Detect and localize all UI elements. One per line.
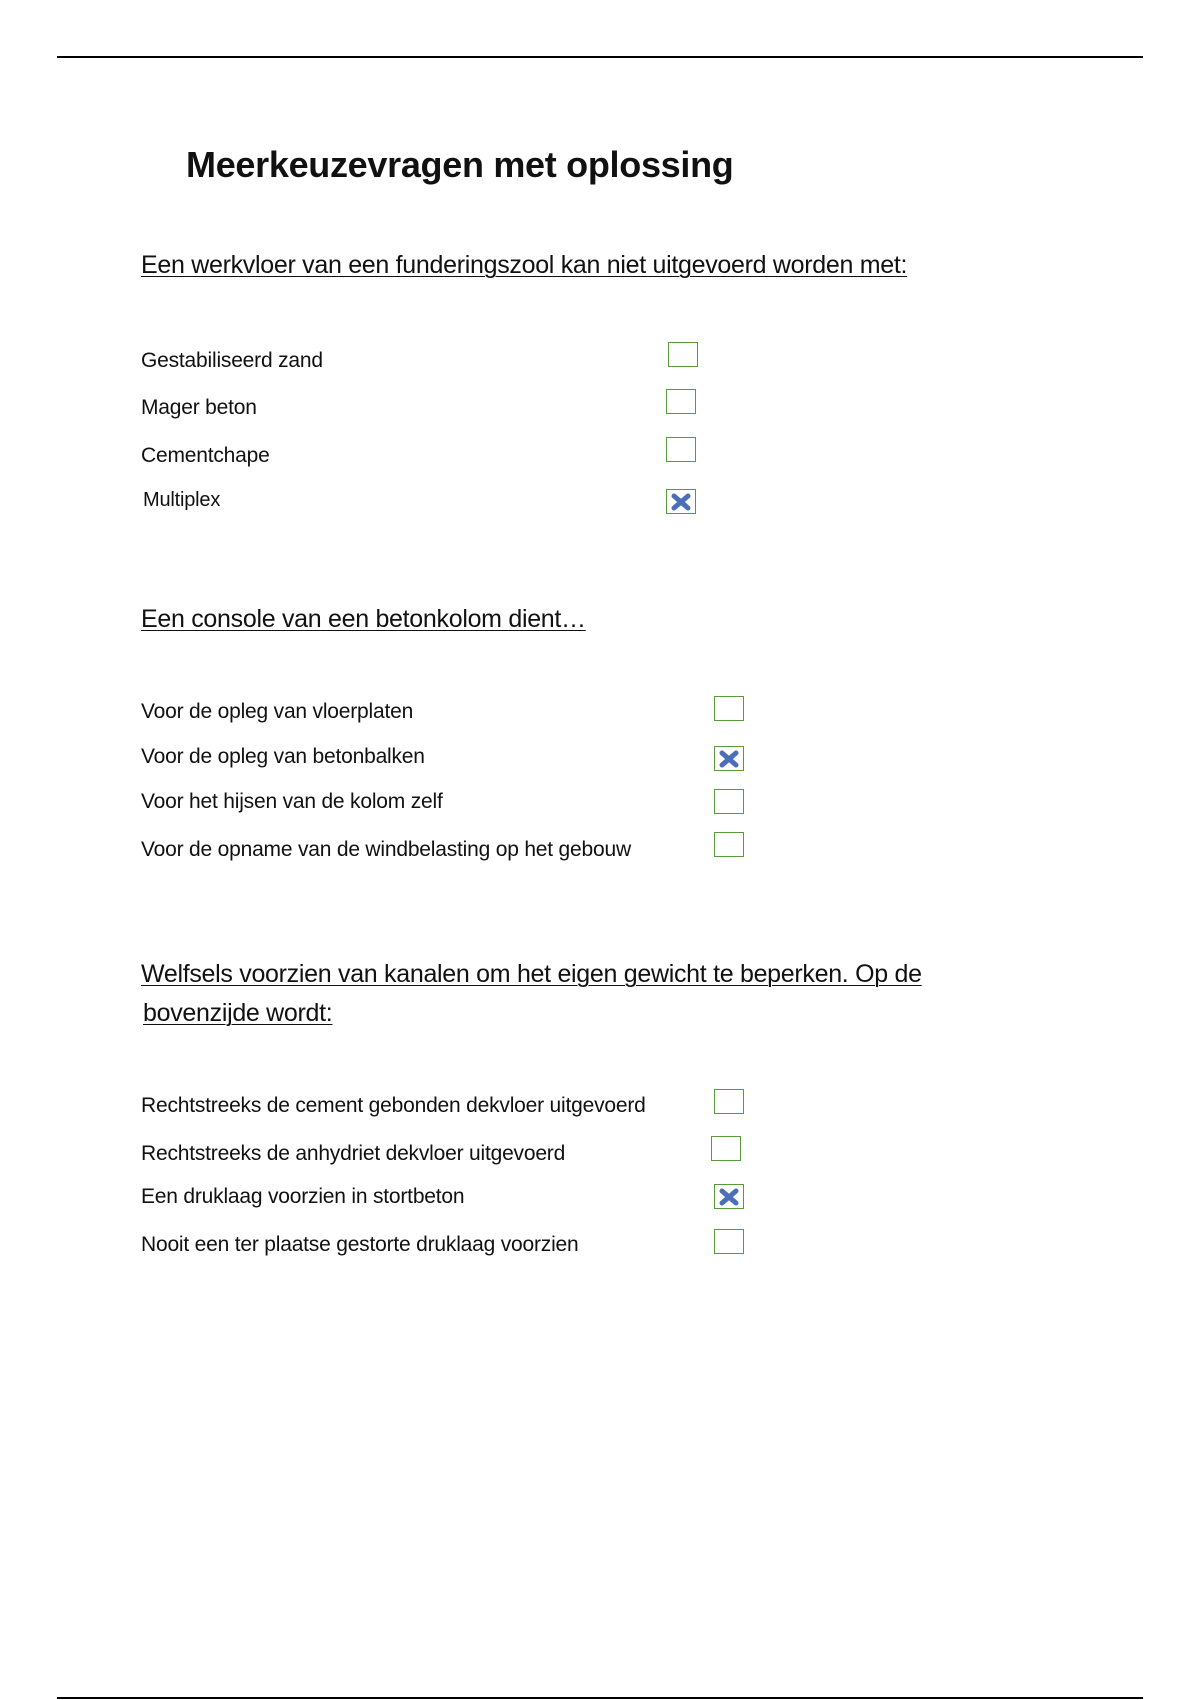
question-2-option-2-checkbox[interactable] bbox=[714, 746, 744, 771]
check-mark-icon bbox=[670, 493, 692, 511]
question-1-option-2-checkbox[interactable] bbox=[666, 389, 696, 414]
question-3-option-3-label: Een druklaag voorzien in stortbeton bbox=[141, 1185, 465, 1208]
question-3-prompt-line-1: Welfsels voorzien van kanalen om het eigen gewicht te beperken. Op de bbox=[141, 960, 922, 988]
question-1-option-1-label: Gestabiliseerd zand bbox=[141, 349, 323, 372]
question-3-prompt bbox=[141, 955, 922, 1033]
question-2-option-1-checkbox[interactable] bbox=[714, 696, 744, 721]
question-3-option-4-checkbox[interactable] bbox=[714, 1229, 744, 1254]
question-2-option-4-checkbox[interactable] bbox=[714, 832, 744, 857]
question-3-option-1-label: Rechtstreeks de cement gebonden dekvloer uitgevoerd bbox=[141, 1094, 646, 1117]
question-1-option-4-checkbox[interactable] bbox=[666, 489, 696, 514]
question-3-option-3-checkbox[interactable] bbox=[714, 1184, 744, 1209]
question-2-option-3-checkbox[interactable] bbox=[714, 789, 744, 814]
question-1-option-2-label: Mager beton bbox=[141, 396, 257, 419]
page-title: Meerkeuzevragen met oplossing bbox=[186, 144, 734, 185]
question-1-prompt bbox=[141, 246, 907, 285]
check-mark-icon bbox=[718, 1188, 740, 1206]
header-rule bbox=[57, 56, 1143, 58]
question-1-option-3-checkbox[interactable] bbox=[666, 437, 696, 462]
question-2-prompt-line: Een console van een betonkolom dient… bbox=[141, 605, 586, 633]
question-3-option-2-label: Rechtstreeks de anhydriet dekvloer uitgevoerd bbox=[141, 1142, 566, 1165]
question-2-option-4-label: Voor de opname van de windbelasting op het gebouw bbox=[141, 838, 631, 861]
check-mark-icon bbox=[718, 750, 740, 768]
question-3-option-4-label: Nooit een ter plaatse gestorte druklaag voorzien bbox=[141, 1233, 579, 1256]
question-1-option-1-checkbox[interactable] bbox=[668, 342, 698, 367]
question-1-option-3-label: Cementchape bbox=[141, 444, 270, 467]
question-2-option-2-label: Voor de opleg van betonbalken bbox=[141, 745, 425, 768]
question-3-option-1-checkbox[interactable] bbox=[714, 1089, 744, 1114]
question-2-option-1-label: Voor de opleg van vloerplaten bbox=[141, 700, 414, 723]
question-2-prompt bbox=[141, 600, 586, 639]
question-2-option-3-label: Voor het hijsen van de kolom zelf bbox=[141, 790, 443, 813]
question-1-option-4-label: Multiplex bbox=[143, 489, 221, 511]
question-3-prompt-line-2: bovenzijde wordt: bbox=[143, 999, 333, 1027]
question-3-option-2-checkbox[interactable] bbox=[711, 1136, 741, 1161]
footer-rule bbox=[57, 1697, 1143, 1699]
question-1-prompt-line: Een werkvloer van een funderingszool kan niet uitgevoerd worden met: bbox=[141, 251, 908, 279]
